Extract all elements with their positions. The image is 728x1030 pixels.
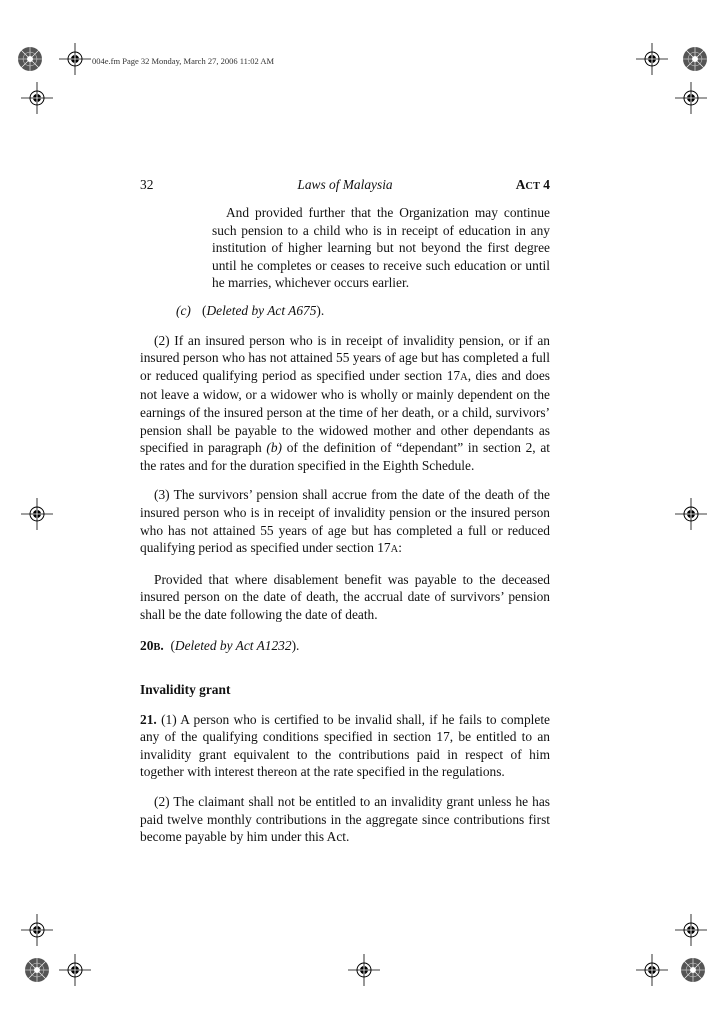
subsection-3: (3) The survivors’ pension shall accrue from the date of the death of the insured person who is in receipt of invalidity pension or the insured person who has not attained 55 years of age but has completed a full or reduced qualifying period as specified under section 17A: bbox=[140, 487, 550, 556]
registration-mark-icon bbox=[16, 45, 44, 73]
section-21: 21. (1) A person who is certified to be invalid shall, if he fails to complete any of the qualifying conditions specified in section 17, be entitled to an invalidity grant equivalent to the contributions paid in respect of him together with interest thereon at the rate specified in the regulations. bbox=[140, 711, 550, 780]
registration-mark-icon bbox=[59, 43, 91, 75]
registration-mark-icon bbox=[636, 43, 668, 75]
running-header bbox=[140, 176, 550, 196]
section-heading: Invalidity grant bbox=[140, 682, 231, 698]
registration-mark-icon bbox=[21, 914, 53, 946]
print-slug: 004e.fm Page 32 Monday, March 27, 2006 11:02 AM bbox=[92, 56, 275, 66]
section-20b: 20B. (Deleted by Act A1232). bbox=[140, 638, 300, 654]
registration-mark-icon bbox=[636, 954, 668, 986]
section-21-subsection-2: (2) The claimant shall not be entitled to an invalidity grant unless he has paid twelve monthly contributions in the aggregate since contributions first become payable by him under this Act. bbox=[140, 794, 550, 845]
subsection-2: (2) If an insured person who is in receipt of invalidity pension, or if an insured person who has not attained 55 years of age but has completed a full or reduced qualifying period as specified under section 17A, dies and does not leave a widow, or a widower who is wholly or mainly dependent on the earnings of the insured person at the time of her death, or a child, survivors’ pension shall be payable to the widowed mother and other dependants as specified in paragraph (b) of the definition of “dependant” in section 2, at the rates and for the duration specified in the Eighth Schedule. bbox=[140, 332, 550, 473]
registration-mark-icon bbox=[675, 82, 707, 114]
page-number: 32 bbox=[140, 177, 154, 192]
act-label: ACT 4 bbox=[515, 177, 550, 192]
registration-mark-icon bbox=[23, 956, 51, 984]
running-title: Laws of Malaysia bbox=[297, 177, 393, 192]
registration-mark-icon bbox=[348, 954, 380, 986]
registration-mark-icon bbox=[21, 82, 53, 114]
registration-mark-icon bbox=[21, 498, 53, 530]
registration-mark-icon bbox=[59, 954, 91, 986]
registration-mark-icon bbox=[681, 45, 709, 73]
proviso-further: And provided further that the Organization may continue such pension to a child who is in receipt of education in any institution of higher learning but not beyond the first degree until he completes or ceases to receive such education or until he marries, whichever occurs earlier. bbox=[212, 205, 550, 291]
document-page bbox=[140, 176, 550, 846]
paragraph-c: (c) (Deleted by Act A675). bbox=[176, 302, 325, 318]
registration-mark-icon bbox=[679, 956, 707, 984]
registration-mark-icon bbox=[675, 914, 707, 946]
registration-mark-icon bbox=[675, 498, 707, 530]
paragraph-label: (c) bbox=[176, 302, 191, 318]
proviso-disablement: Provided that where disablement benefit was payable to the deceased insured person on the date of death, the accrual date of survivors’ pension shall be the date following the date of death. bbox=[140, 571, 550, 622]
